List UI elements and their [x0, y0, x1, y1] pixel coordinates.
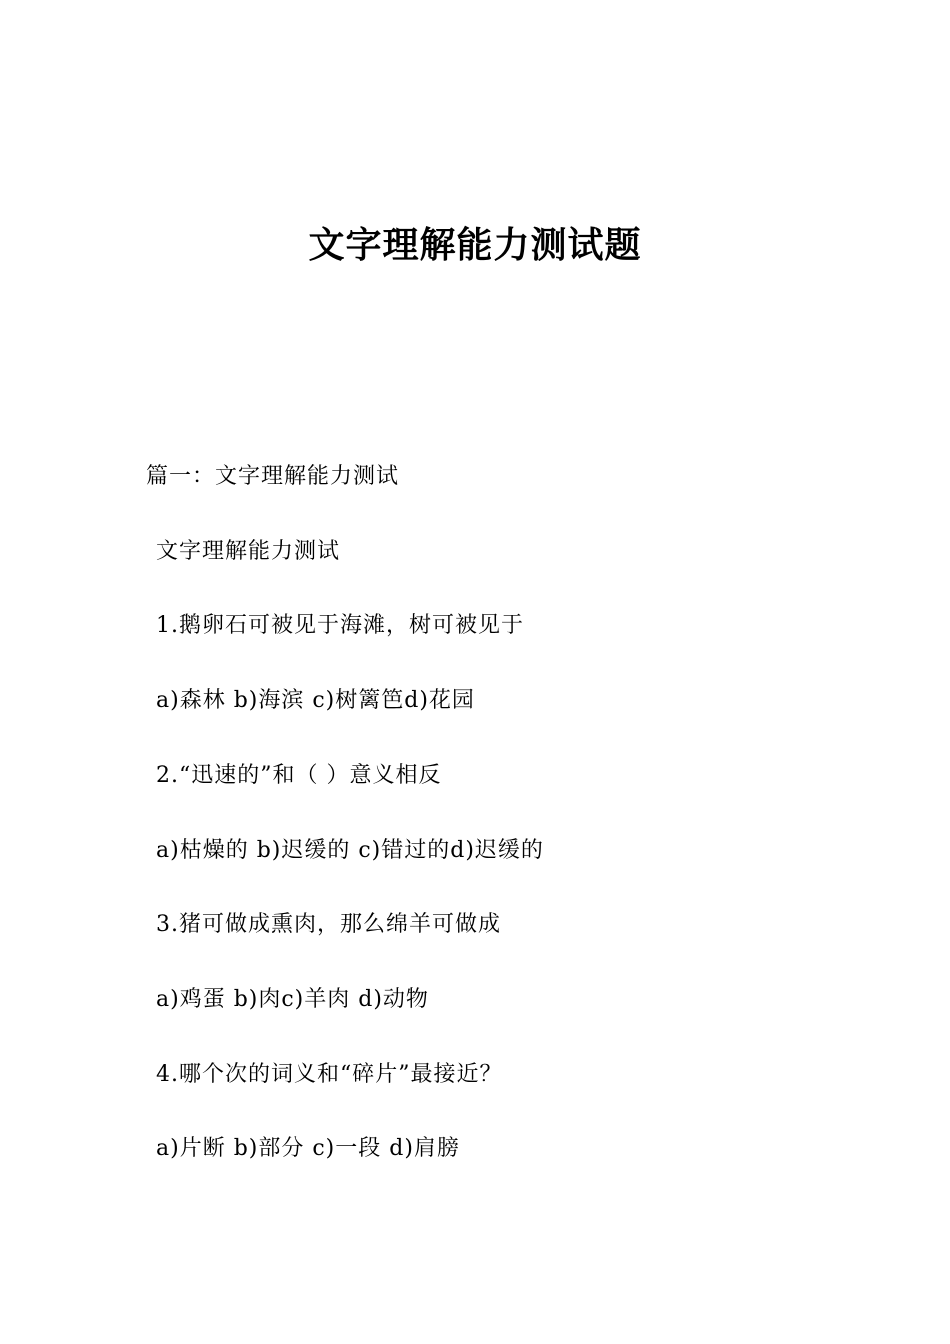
question-2-options: a)枯燥的 b)迟缓的 c)错过的d)迟缓的 — [156, 838, 544, 863]
question-2: 2.“迅速的”和（ ）意义相反 — [156, 763, 442, 788]
document-title: 文字理解能力测试题 — [308, 225, 642, 266]
section-heading: 篇一：文字理解能力测试 — [146, 464, 400, 489]
question-3: 3.猪可做成熏肉，那么绵羊可做成 — [156, 912, 501, 937]
question-4-options: a)片断 b)部分 c)一段 d)肩膀 — [156, 1136, 460, 1161]
question-1: 1.鹅卵石可被见于海滩，树可被见于 — [156, 613, 524, 638]
question-4: 4.哪个次的词义和“碎片”最接近？ — [156, 1062, 503, 1087]
question-1-options: a)森林 b)海滨 c)树篱笆d)花园 — [156, 688, 475, 713]
question-3-options: a)鸡蛋 b)肉c)羊肉 d)动物 — [156, 987, 429, 1012]
subheading: 文字理解能力测试 — [156, 539, 341, 564]
